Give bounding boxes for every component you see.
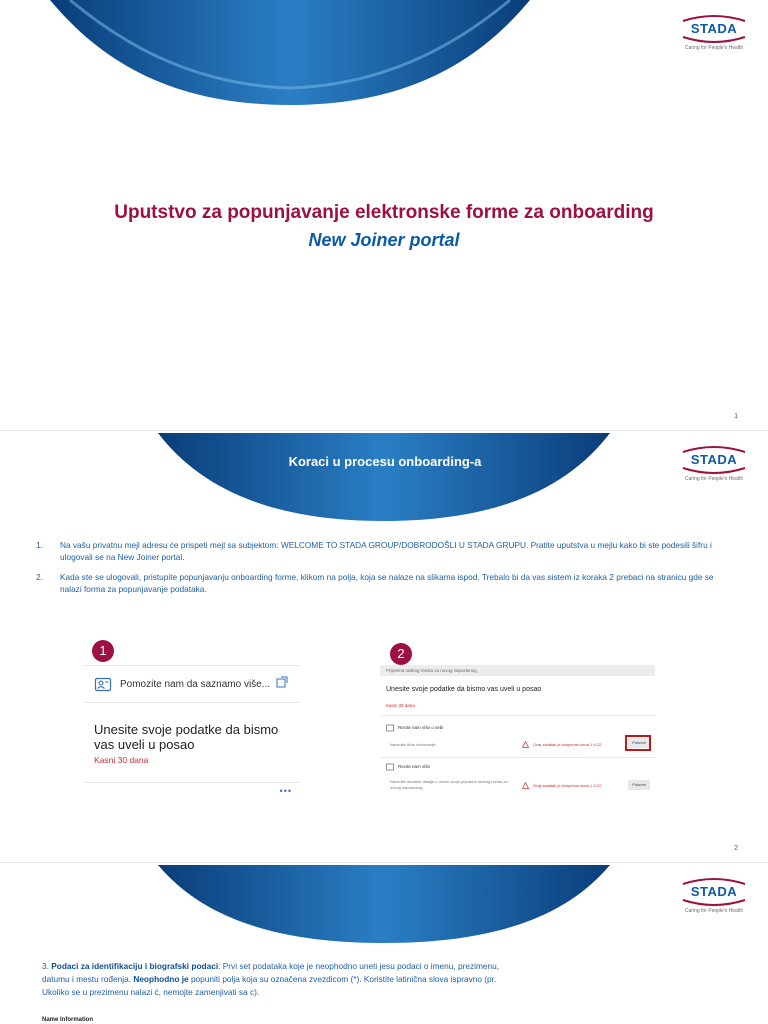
divider — [380, 715, 655, 716]
header-wave-graphic — [158, 865, 610, 945]
section-description: Navedite lične informacije — [390, 742, 436, 747]
screenshot-task-card — [84, 636, 300, 798]
task-group-bar: Priprema radnog mesta za novog zaposlenog — [380, 665, 655, 676]
warning-icon — [522, 741, 529, 748]
step-number: 1. — [36, 540, 43, 550]
start-button[interactable]: Pokreni — [628, 738, 650, 748]
logo-tagline: Caring for People's Health — [684, 908, 744, 914]
list-item — [36, 572, 716, 595]
warning-icon — [522, 782, 529, 789]
stada-logo — [674, 877, 754, 915]
logo-tagline: Caring for People's Health — [684, 476, 744, 482]
document-icon — [386, 763, 394, 771]
document-title: Uputstvo za popunjavanje elektronske forme za onboarding — [114, 202, 654, 223]
step-3-text-cont: popuniti polja koja su označena zvezdicom (*). Koristite latinična slova ispravno (pr. Ukoliko se u prezimenu nalazi ć, nemojte zamenjivati sa c). — [42, 974, 497, 997]
step-text: Kada ste se ulogovali, pristupite popunjavanju onboarding forme, klikom na polja, koja se nalaze na slikama ispod. Trebalo bi da vas sistem iz koraka 2 prebaci na stranicu gde se nalazi forma za popunjavanje podataka. — [60, 572, 714, 594]
section-title-more: Recite nam više — [398, 764, 431, 769]
slide-title: Koraci u procesu onboarding-a — [288, 454, 482, 469]
document-icon — [386, 724, 394, 732]
header-wave-graphic — [158, 433, 610, 523]
screenshot-task-list — [380, 641, 655, 801]
stada-logo — [674, 445, 754, 483]
stada-logo — [674, 14, 754, 52]
step-badge: 1 — [92, 640, 114, 662]
step-number: 3. — [42, 961, 49, 971]
person-card-icon — [94, 675, 112, 693]
step-3-text: : Prvi set podataka koje je neophodno uneti jesu podaci o imenu, prezimenu, datumu i mestu rođenja. — [42, 961, 500, 984]
logo-brand: STADA — [690, 452, 738, 467]
step-3-paragraph — [42, 960, 522, 999]
slide-1 — [0, 0, 768, 430]
card-divider — [84, 782, 300, 783]
slide-3 — [0, 863, 768, 1024]
header-wave-graphic — [50, 0, 530, 110]
logo-brand: STADA — [690, 21, 738, 36]
page-number: 2 — [734, 845, 738, 852]
section-title-about-you: Recite nam više o sebi — [398, 725, 444, 730]
form-section-label: Name Information — [42, 1017, 94, 1023]
divider — [380, 757, 655, 758]
due-warning — [522, 741, 602, 748]
task-row[interactable] — [84, 665, 300, 703]
logo-brand: STADA — [690, 884, 738, 899]
overdue-label: Kasni 30 dana — [386, 703, 415, 708]
step-badge: 2 — [390, 643, 412, 665]
logo-tagline: Caring for People's Health — [684, 45, 744, 51]
start-button[interactable]: Pokreni — [628, 780, 650, 790]
task-row-label: Pomozite nam da saznamo više... — [120, 679, 271, 690]
step-3-heading: Podaci za identifikaciju i biografski podaci — [51, 961, 219, 971]
step-text: Na vašu privatnu mejl adresu će prispeti mejl sa subjektom: WELCOME TO STADA GROUP/DOBRODOŠLI U STADA GRUPU. Pratite uputstva u mejlu kako bi ste podesili šifru i ulogovali se na New Joiner portal. — [60, 540, 712, 562]
open-external-icon[interactable] — [276, 676, 288, 688]
highlight-box — [625, 735, 651, 751]
more-options-icon[interactable]: ••• — [279, 786, 292, 796]
step-number: 2. — [36, 572, 43, 582]
page-number: 1 — [734, 413, 738, 420]
section-description: Navedite dodatne detalje u okviru svoje pripreme radnog mesta za novog zaposlenog — [390, 779, 508, 790]
task-heading: Unesite svoje podatke da bismo vas uveli u posao — [386, 686, 542, 693]
due-warning-text: Ovaj zadatak je dospevao dana 1.9.22. — [533, 783, 603, 788]
overdue-label: Kasni 30 dana — [94, 755, 149, 765]
list-item — [36, 540, 716, 563]
steps-list — [36, 540, 716, 604]
required-note: Neophodno je — [133, 974, 189, 984]
due-warning-text: Ovaj zadatak je dospevao dana 1.9.22. — [533, 742, 603, 747]
document-subtitle: New Joiner portal — [308, 230, 460, 250]
task-heading: Unesite svoje podatke da bismo vas uveli u posao — [94, 722, 279, 752]
due-warning — [522, 782, 602, 789]
